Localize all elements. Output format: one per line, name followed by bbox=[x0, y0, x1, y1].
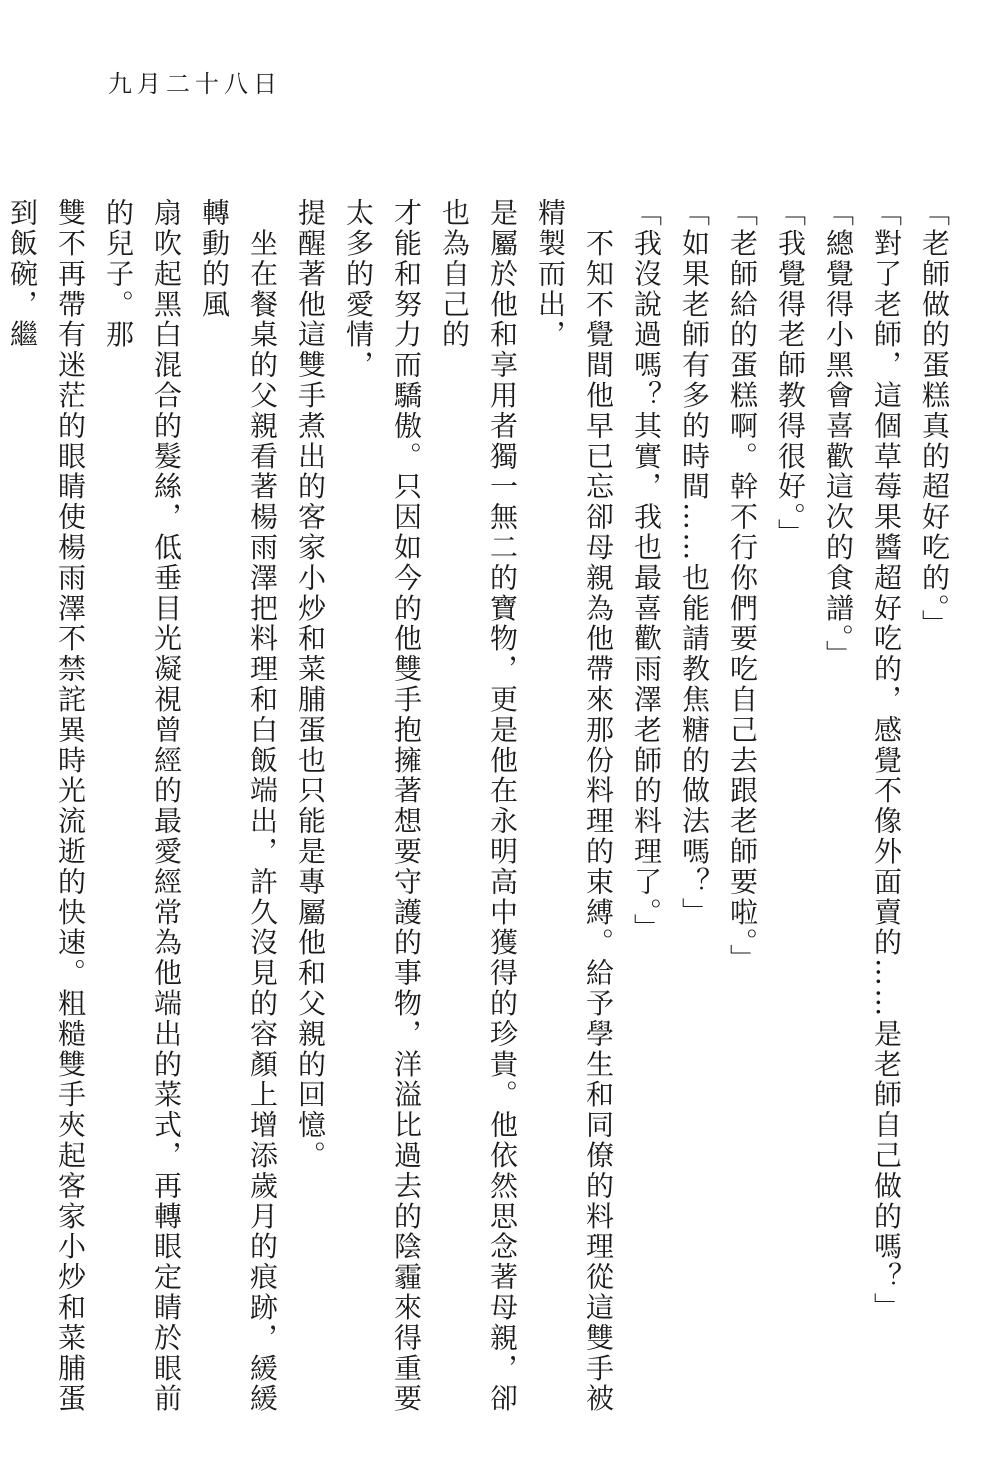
dialogue-line: 「我沒說過嗎？其實，我也最喜歡雨澤老師的料理了。」 bbox=[630, 198, 663, 944]
dialogue-line: 「我覺得老師教得很好。」 bbox=[774, 198, 807, 549]
dialogue-line: 「如果老師有多的時間……也能請教焦糖的做法嗎？」 bbox=[678, 198, 711, 928]
dialogue-line: 「老師給的蛋糕啊。幹不行你們要吃自己去跟老師要啦。」 bbox=[726, 198, 759, 975]
narrative-paragraph: 不知不覺間他早已忘卻母親為他帶來那份料理的束縛。給予學生和同僚的料理從這雙手被精製而出， 是屬於他和享用者獨一無二的寶物，更是他在永明高中獲得的珍貴。他依然思念著母親，卻也為自己的 才能和努力而驕傲。只因如今的他雙手抱擁著想要守護的事物，洋溢比過去的陰霾來得重要太多的愛情， 提醒著他這雙手煮出的客家小炒和菜脯蛋也只能是專屬他和父親的回憶。 bbox=[294, 198, 615, 1414]
narrative-paragraph: 坐在餐桌的父親看著楊雨澤把料理和白飯端出，許久沒見的容顏上增添歲月的痕跡，緩緩轉動的風 扇吹起黑白混合的髮絲，低垂目光凝視曾經的最愛經常為他端出的菜式，再轉眼定睛於眼前的兒子。那 雙不再帶有迷茫的眼睛使楊雨澤不禁詫異時光流逝的快速。粗糙雙手夾起客家小炒和菜脯蛋到飯碗，繼 bbox=[6, 198, 279, 1414]
date-heading: 九月二十八日 bbox=[108, 70, 282, 98]
body-text bbox=[6, 198, 958, 1428]
dialogue-line: 「總覺得小黑會喜歡這次的食譜。」 bbox=[822, 198, 855, 671]
dialogue-line: 「對了老師，這個草莓果醬超好吃的，感覺不像外面賣的……是老師自己做的嗎？」 bbox=[870, 198, 903, 1323]
dialogue-line: 「老師做的蛋糕真的超好吃的。」 bbox=[918, 198, 951, 640]
